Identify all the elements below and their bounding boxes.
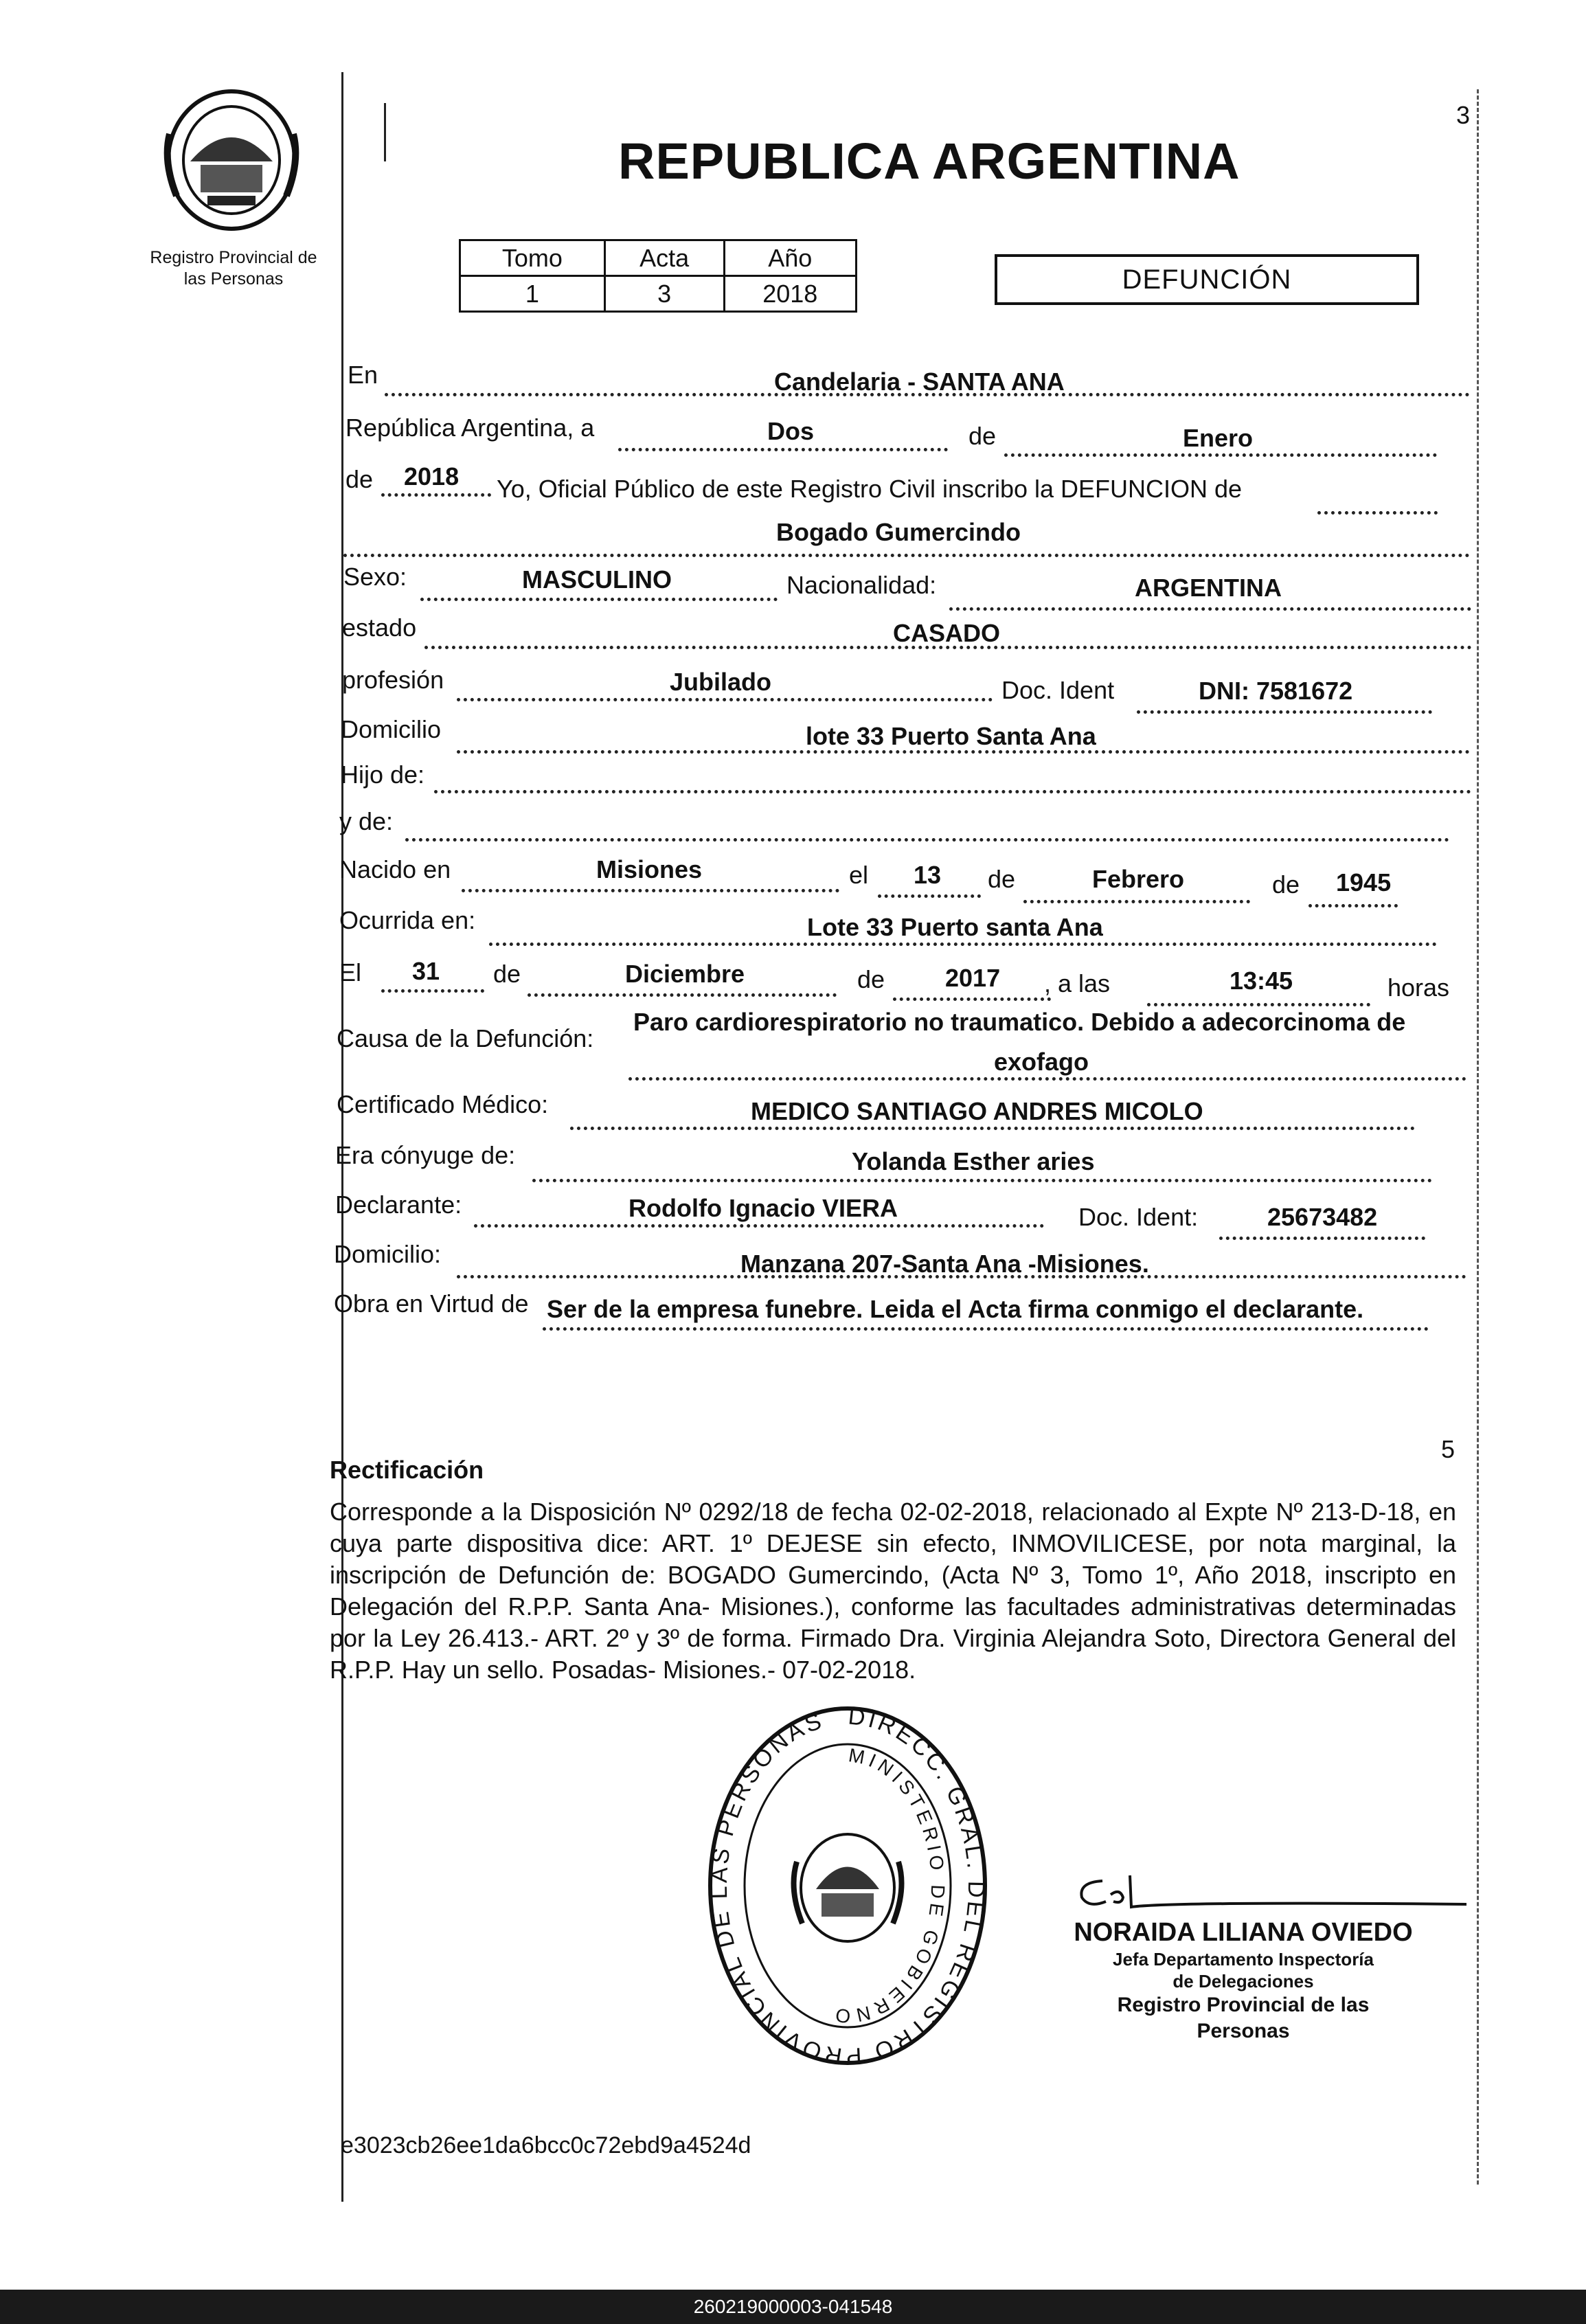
ocurrida-value: Lote 33 Puerto santa Ana bbox=[807, 913, 1103, 941]
horas-label: horas bbox=[1387, 973, 1450, 1002]
dotted-line bbox=[1147, 1003, 1370, 1006]
ocurrida-label: Ocurrida en: bbox=[339, 906, 476, 934]
dotted-line bbox=[528, 993, 837, 997]
mes-value: Enero bbox=[1183, 424, 1254, 452]
document-type-box: DEFUNCIÓN bbox=[995, 254, 1419, 305]
certificado-label: Certificado Médico: bbox=[337, 1090, 549, 1118]
def-anio: 2017 bbox=[945, 964, 1001, 992]
en-value: Candelaria - SANTA ANA bbox=[774, 368, 1065, 396]
table-value-anio: 2018 bbox=[724, 276, 856, 312]
stamp-outer-text: DIRECC. GRAL. DEL REGISTRO PROVINCIAL DE LAS PERSONAS bbox=[706, 1704, 989, 2068]
estado-label: estado bbox=[342, 613, 417, 642]
el2-label: El bbox=[339, 958, 362, 986]
table-value-acta: 3 bbox=[604, 276, 724, 312]
nacido-value: Misiones bbox=[596, 855, 703, 883]
de4-label: de bbox=[1272, 870, 1300, 899]
conyuge-label: Era cónyuge de: bbox=[335, 1141, 516, 1169]
dotted-line bbox=[343, 554, 1470, 557]
def-hora: 13:45 bbox=[1230, 967, 1293, 995]
dia-value: Dos bbox=[767, 417, 815, 445]
de3-label: de bbox=[988, 865, 1016, 893]
org-name: Registro Provincial de las Personas bbox=[150, 248, 317, 289]
declarante-label: Declarante: bbox=[335, 1191, 462, 1219]
dotted-line bbox=[434, 790, 1471, 793]
dotted-line bbox=[570, 1127, 1415, 1130]
docident-label: Doc. Ident bbox=[1001, 676, 1115, 704]
domicilio-label: Domicilio bbox=[341, 715, 442, 743]
signatory-line3: Registro Provincial de las Personas bbox=[1117, 1994, 1370, 2042]
official-stamp bbox=[706, 1704, 989, 2068]
de5-label: de bbox=[493, 960, 521, 988]
docident2-value: 25673482 bbox=[1267, 1203, 1378, 1231]
margin-tick bbox=[384, 103, 386, 161]
sexo-value: MASCULINO bbox=[522, 565, 672, 594]
signatory-line1: Jefa Departamento Inspectoría bbox=[1112, 1949, 1374, 1970]
hijo-label: Hijo de: bbox=[341, 760, 425, 789]
nacido-label: Nacido en bbox=[339, 855, 451, 883]
margin-line bbox=[341, 72, 343, 2202]
de2-label: de bbox=[345, 465, 374, 493]
domicilio-value: lote 33 Puerto Santa Ana bbox=[806, 722, 1096, 750]
yde-label: y de: bbox=[339, 807, 394, 835]
certificado-value: MEDICO SANTIAGO ANDRES MICOLO bbox=[751, 1097, 1203, 1125]
obra-label: Obra en Virtud de bbox=[334, 1289, 529, 1318]
domicilio2-label: Domicilio: bbox=[334, 1240, 442, 1268]
document-hash: e3023cb26ee1da6bcc0c72ebd9a4524d bbox=[341, 2132, 751, 2158]
dotted-line bbox=[1317, 511, 1438, 515]
rectificacion-text: Corresponde a la Disposición Nº 0292/18 de fecha 02-02-2018, relacionado al Expte Nº 213-D-18, en cuya parte dispositiva dice: ART. 1º DEJESE sin efecto, INMOVILICESE, por nota marginal, la inscripción de Defunción de: BOGADO Gumercindo, (Acta Nº 3, Tomo 1º, Año 2018, inscripto en Delegación del R.P.P. Santa Ana- Misiones.), conforme las facultades administrativas determinadas por la Ley 26.413.- ART. 2º y 3º de forma. Firmado Dra. Virginia Alejandra Soto, Directora General del R.P.P. Hay un sello. Posadas- Misiones.- 07-02-2018. bbox=[330, 1498, 1456, 1684]
de6-label: de bbox=[857, 965, 885, 993]
anio-value: 2018 bbox=[404, 462, 460, 490]
nac-anio: 1945 bbox=[1336, 868, 1392, 896]
conyuge-value: Yolanda Esther aries bbox=[852, 1147, 1095, 1175]
nac-mes: Febrero bbox=[1092, 865, 1185, 893]
signatory-line2: de Delegaciones bbox=[1172, 1971, 1314, 1992]
docident2-label: Doc. Ident: bbox=[1078, 1203, 1199, 1231]
table-header-tomo: Tomo bbox=[460, 240, 605, 276]
obra-value: Ser de la empresa funebre. Leida el Acta firma conmigo el declarante. bbox=[547, 1295, 1364, 1323]
de-label: de bbox=[968, 422, 997, 450]
causa-label: Causa de la Defunción: bbox=[337, 1024, 594, 1052]
footer-code-bar bbox=[0, 2290, 1586, 2324]
deceased-name: Bogado Gumercindo bbox=[776, 518, 1021, 546]
page-title: REPUBLICA ARGENTINA bbox=[618, 133, 1241, 190]
dotted-line bbox=[1023, 900, 1250, 903]
signatory-block bbox=[1072, 1917, 1415, 2044]
dotted-line bbox=[1219, 1237, 1425, 1240]
dotted-line bbox=[420, 598, 778, 601]
en-label: En bbox=[348, 361, 378, 389]
dotted-line bbox=[628, 1077, 1466, 1081]
sexo-label: Sexo: bbox=[343, 563, 407, 591]
dotted-line bbox=[1137, 710, 1432, 714]
dotted-line bbox=[381, 989, 484, 993]
page-number: 3 bbox=[1456, 101, 1471, 129]
dotted-line bbox=[1309, 904, 1398, 907]
profesion-label: profesión bbox=[342, 666, 444, 694]
nacionalidad-label: Nacionalidad: bbox=[786, 571, 937, 599]
causa-line2: exofago bbox=[994, 1048, 1089, 1076]
dotted-line bbox=[405, 838, 1449, 842]
nacionalidad-value: ARGENTINA bbox=[1135, 574, 1282, 602]
alas-label: , a las bbox=[1044, 969, 1111, 997]
def-dia: 31 bbox=[412, 957, 440, 985]
dotted-line bbox=[489, 943, 1437, 946]
rectificacion-title: Rectificación bbox=[330, 1456, 484, 1484]
dotted-line bbox=[462, 889, 839, 892]
table-header-anio: Año bbox=[724, 240, 856, 276]
def-mes: Diciembre bbox=[625, 960, 745, 988]
tomo-acta-table bbox=[459, 239, 857, 313]
el-label: el bbox=[849, 861, 869, 889]
handwritten-signature bbox=[1068, 1869, 1473, 1917]
table-header-acta: Acta bbox=[604, 240, 724, 276]
inscribo-text: Yo, Oficial Público de este Registro Civil inscribo la DEFUNCION de bbox=[497, 475, 1243, 503]
dotted-line bbox=[949, 607, 1471, 611]
estado-value: CASADO bbox=[893, 619, 1001, 647]
dotted-line bbox=[457, 750, 1470, 754]
dotted-line bbox=[532, 1179, 1432, 1182]
docident-value: DNI: 7581672 bbox=[1199, 677, 1353, 705]
rectificacion-page-number: 5 bbox=[1441, 1435, 1455, 1463]
dotted-line bbox=[878, 894, 981, 898]
declarante-value: Rodolfo Ignacio VIERA bbox=[628, 1194, 898, 1222]
signatory-name: NORAIDA LILIANA OVIEDO bbox=[1074, 1918, 1413, 1947]
dotted-line bbox=[618, 448, 948, 451]
dotted-line bbox=[1004, 453, 1437, 457]
domicilio2-value: Manzana 207-Santa Ana -Misiones. bbox=[740, 1250, 1149, 1278]
dotted-line bbox=[381, 493, 491, 497]
table-value-tomo: 1 bbox=[460, 276, 605, 312]
dotted-line bbox=[457, 698, 993, 701]
republica-label: República Argentina, a bbox=[345, 414, 595, 442]
right-edge-marks bbox=[1477, 89, 1479, 2185]
nac-dia: 13 bbox=[914, 861, 942, 889]
profesion-value: Jubilado bbox=[670, 668, 772, 696]
dotted-line bbox=[543, 1327, 1429, 1331]
footer-code: 260219000003-041548 bbox=[693, 2296, 893, 2317]
stamp-inner-text: MINISTERIO DE GOBIERNO bbox=[830, 1744, 949, 2027]
causa-line1: Paro cardiorespiratorio no traumatico. Debido a adecorcinoma de bbox=[633, 1008, 1406, 1036]
dotted-line bbox=[474, 1224, 1044, 1228]
dotted-line bbox=[893, 997, 1051, 1001]
province-seal-logo bbox=[159, 86, 304, 234]
